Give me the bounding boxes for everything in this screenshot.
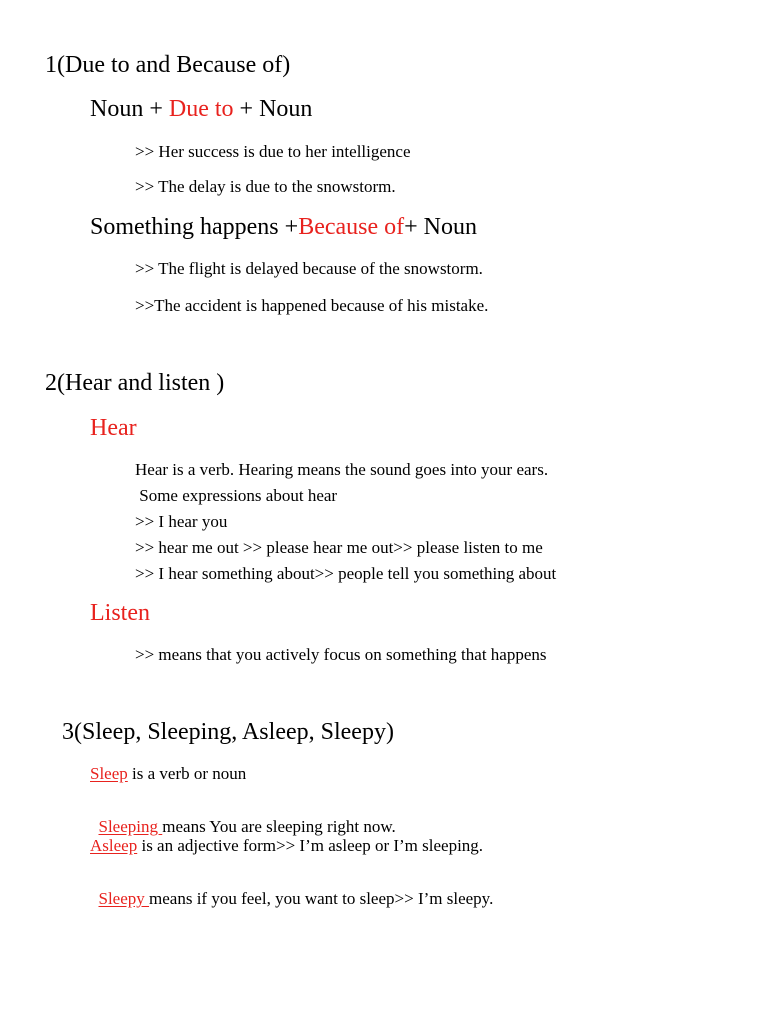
sleeping-word: Sleeping [98,817,163,836]
sleepy-item [90,873,493,907]
rule-because-of-key: Because of [298,214,405,240]
sleep-word: Sleep [90,764,128,783]
example-due-to-2: >> The delay is due to the snowstorm. [135,177,396,196]
hear-title: Hear [90,415,137,441]
hear-line-5: >> I hear something about>> people tell you something about [135,564,557,583]
sleep-item [90,765,246,782]
listen-title: Listen [90,600,150,626]
example-because-of-1: >> The flight is delayed because of the snowstorm. [135,259,483,278]
sleepy-word: Sleepy [98,889,150,908]
rule-because-of [90,215,477,239]
rule-due-to [90,97,312,121]
example-because-of-2: >>The accident is happened because of his mistake. [135,296,489,315]
sleepy-definition: means if you feel, you want to sleep>> I’m sleepy. [149,889,494,908]
section-2-heading: 2(Hear and listen ) [45,370,225,396]
asleep-item [90,837,483,854]
rule-because-of-pre: Something happens + [90,214,299,240]
asleep-definition: is an adjective form>> I’m asleep or I’m sleeping. [137,836,484,855]
sleeping-item [90,801,396,835]
rule-due-to-pre: Noun + [90,96,169,122]
listen-line-1: >> means that you actively focus on something that happens [135,645,547,664]
hear-line-2: Some expressions about hear [135,486,338,505]
hear-line-3: >> I hear you [135,512,228,531]
hear-line-4: >> hear me out >> please hear me out>> please listen to me [135,538,543,557]
sleep-definition: is a verb or noun [127,764,247,783]
section-3-heading: 3(Sleep, Sleeping, Asleep, Sleepy) [62,719,394,745]
sleeping-definition: means You are sleeping right now. [162,817,396,836]
rule-due-to-key: Due to [168,96,234,122]
rule-because-of-post: + Noun [404,214,478,240]
rule-due-to-post: + Noun [233,96,313,122]
example-due-to-1: >> Her success is due to her intelligence [135,142,411,161]
asleep-word: Asleep [90,836,138,855]
hear-line-1: Hear is a verb. Hearing means the sound goes into your ears. [135,460,549,479]
section-1-heading: 1(Due to and Because of) [45,52,291,78]
